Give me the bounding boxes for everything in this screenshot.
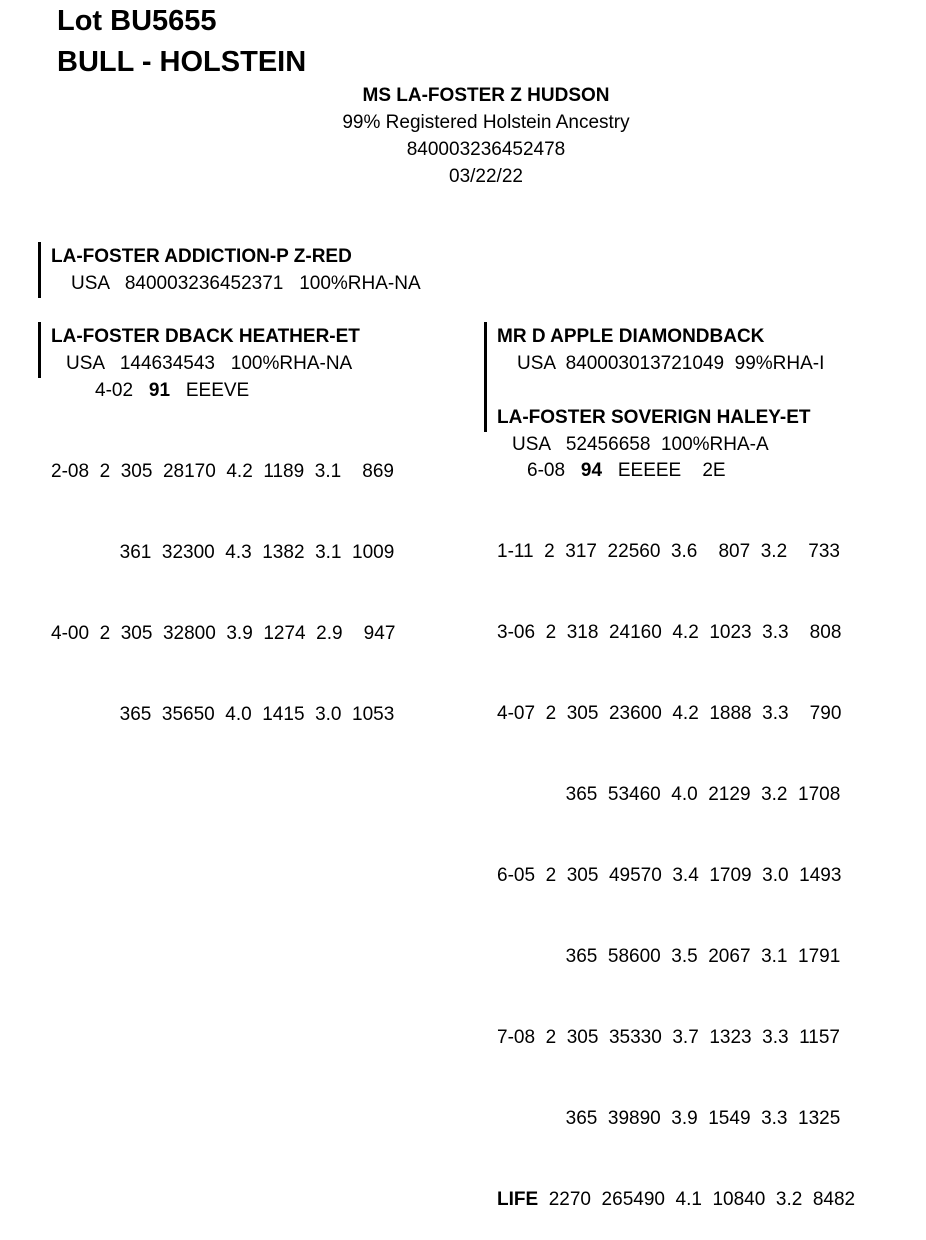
dam-bracket xyxy=(38,322,41,378)
lot-number: Lot BU5655 xyxy=(57,5,217,37)
dam-dam-classification xyxy=(527,459,726,483)
animal-id: 840003236452478 xyxy=(406,139,566,160)
animal-info xyxy=(286,82,686,190)
dam-name: LA-FOSTER DBACK HEATHER-ET xyxy=(51,326,360,347)
dam-record-row: 361 32300 4.3 1382 3.1 1009 xyxy=(51,542,395,563)
dam-dam-record-row: 365 58600 3.5 2067 3.1 1791 xyxy=(497,946,841,967)
dam-dam-class-rating: EEEEE 2E xyxy=(617,460,726,481)
dam-records xyxy=(51,404,395,755)
sire-details: USA 840003236452371 100%RHA-NA xyxy=(71,273,421,294)
dam-dam-life-row xyxy=(497,1186,855,1213)
dam-dam-record-row: 3-06 2 318 24160 4.2 1023 3.3 808 xyxy=(497,622,842,643)
dam-sire-bracket xyxy=(484,322,487,378)
dam-dam-record-row: 6-05 2 305 49570 3.4 1709 3.0 1493 xyxy=(497,865,842,886)
animal-name: MS LA-FOSTER Z HUDSON xyxy=(362,85,610,106)
sire-bracket xyxy=(38,242,41,298)
dam-record-row: 4-00 2 305 32800 3.9 1274 2.9 947 xyxy=(51,623,396,644)
lot-category: BULL - HOLSTEIN xyxy=(57,46,307,78)
dam-details: USA 144634543 100%RHA-NA xyxy=(66,353,353,374)
dam-dam-record-row: 7-08 2 305 35330 3.7 1323 3.3 1157 xyxy=(497,1027,840,1048)
dam-dam-record-row: 4-07 2 305 23600 4.2 1888 3.3 790 xyxy=(497,703,842,724)
dam-class-rating: EEEVE xyxy=(185,380,250,401)
dam-dam-class-age: 6-08 xyxy=(527,460,566,481)
animal-birth-date: 03/22/22 xyxy=(449,166,523,187)
dam-class-age: 4-02 xyxy=(95,380,134,401)
life-label: LIFE xyxy=(497,1189,539,1210)
dam-dam-record-row: 365 39890 3.9 1549 3.3 1325 xyxy=(497,1108,841,1129)
dam-sire-details: USA 840003013721049 99%RHA-I xyxy=(517,353,825,374)
dam-sire-name: MR D APPLE DIAMONDBACK xyxy=(497,326,765,347)
dam-record-row: 2-08 2 305 28170 4.2 1189 3.1 869 xyxy=(51,461,394,482)
life-record: 2270 265490 4.1 10840 3.2 8482 xyxy=(538,1189,856,1210)
dam-dam-bracket xyxy=(484,376,487,432)
dam-classification xyxy=(95,379,249,403)
dam-class-score: 91 xyxy=(148,380,171,401)
sire-name: LA-FOSTER ADDICTION-P Z-RED xyxy=(51,246,352,267)
dam-dam-details: USA 52456658 100%RHA-A xyxy=(512,434,769,455)
dam-dam-records xyxy=(497,484,855,1240)
dam-dam-name: LA-FOSTER SOVERIGN HALEY-ET xyxy=(497,407,811,428)
dam-dam-record-row: 1-11 2 317 22560 3.6 807 3.2 733 xyxy=(497,541,840,562)
dam-dam-class-score: 94 xyxy=(580,460,603,481)
dam-record-row: 365 35650 4.0 1415 3.0 1053 xyxy=(51,704,395,725)
dam-dam-record-row: 365 53460 4.0 2129 3.2 1708 xyxy=(497,784,841,805)
animal-ancestry: 99% Registered Holstein Ancestry xyxy=(342,112,630,133)
